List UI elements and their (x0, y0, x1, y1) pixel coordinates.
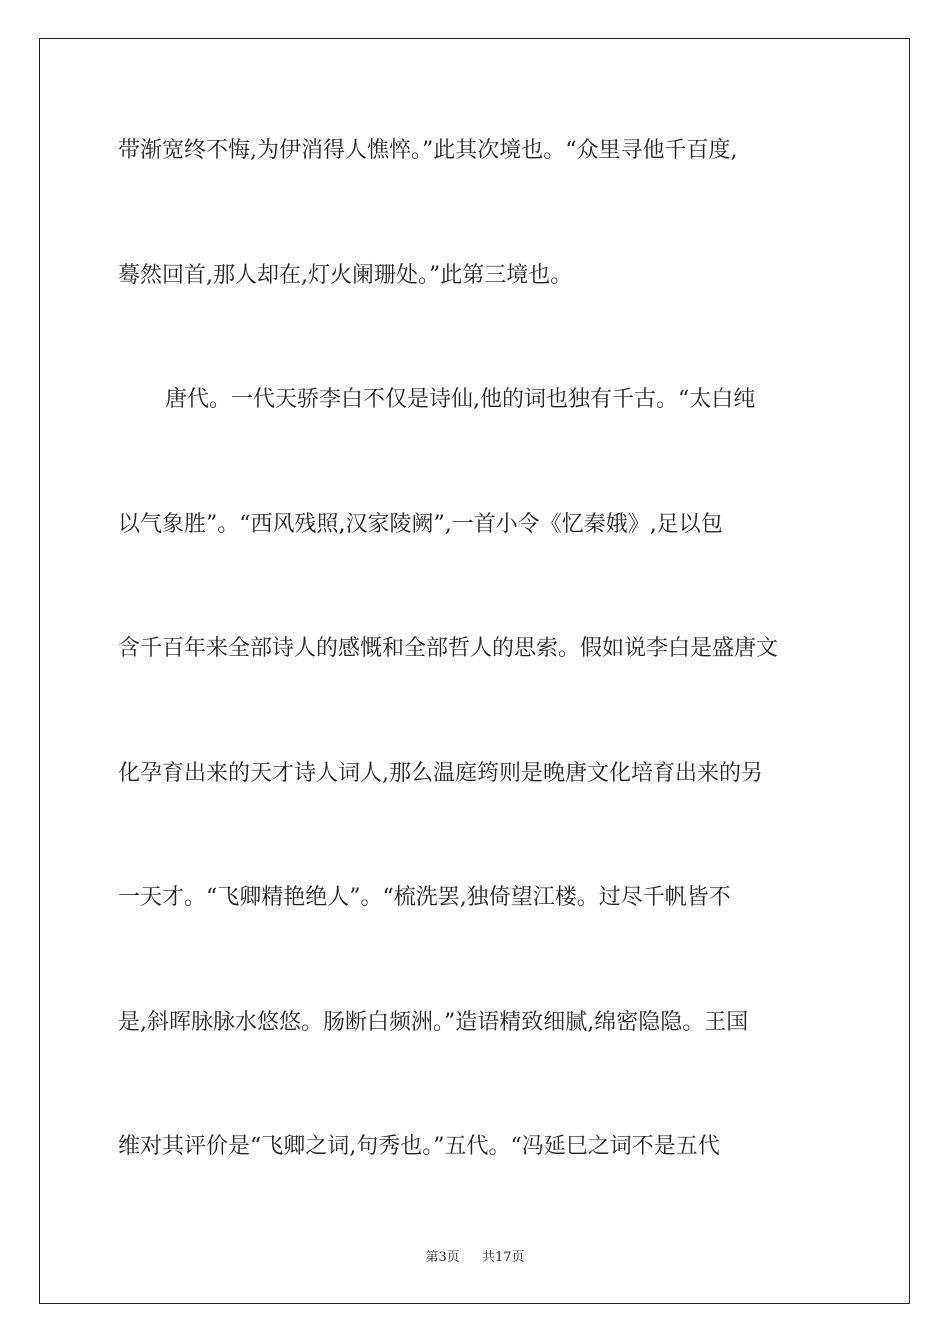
text-line-7-content: 一天才。“飞卿精艳绝人”。“梳洗罢,独倚望江楼。过尽千帆皆不 (118, 885, 731, 910)
text-line-8-content: 是,斜晖脉脉水悠悠。肠断白频洲。”造语精致细腻,绵密隐隐。王国 (118, 1010, 749, 1035)
page-total: 共17页 (482, 1250, 525, 1265)
text-line-6-content: 化孕育出来的天才诗人词人,那么温庭筠则是晚唐文化培育出来的另 (118, 761, 763, 786)
page-number: 第3页 (425, 1250, 460, 1265)
text-line-3-content: 唐代。一代天骄李白不仅是诗仙,他的词也独有千古。“太白纯 (165, 387, 756, 412)
text-line-9-content: 维对其评价是“飞卿之词,句秀也。”五代。“冯延巳之词不是五代 (118, 1134, 720, 1159)
text-line-4-content: 以气象胜”。“西风残照,汉家陵阙”,一首小令《忆秦娥》,足以包 (118, 512, 723, 537)
text-line-1-content: 带渐宽终不悔,为伊消得人憔悴。”此其次境也。“众里寻他千百度, (118, 138, 738, 163)
text-line-5-content: 含千百年来全部诗人的感慨和全部哲人的思索。假如说李白是盛唐文 (118, 636, 779, 661)
page-border (39, 38, 910, 1304)
page-footer (0, 1246, 950, 1265)
text-line-2-content: 蓦然回首,那人却在,灯火阑珊处。”此第三境也。 (118, 263, 573, 288)
